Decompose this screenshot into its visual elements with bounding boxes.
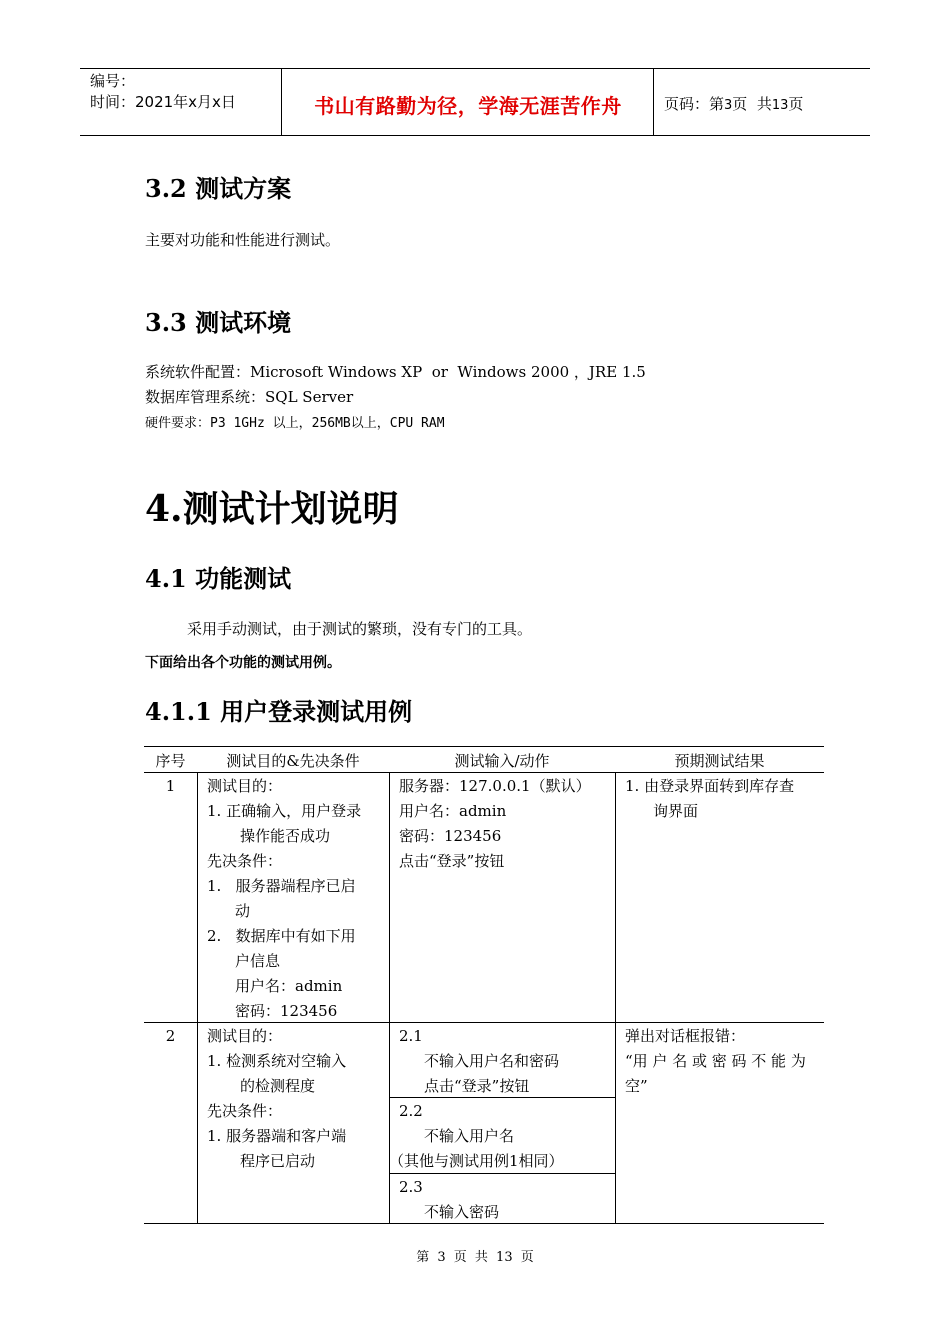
row2-purpose-line: 测试目的： [207,1027,283,1045]
row1-result-line: 询界面 [653,802,699,820]
row2-purpose-line: 1. 检测系统对空输入 [207,1052,347,1070]
row1-purpose-line: 操作能否成功 [240,827,331,845]
row2-no: 2 [165,1027,176,1045]
row1-input [399,774,611,874]
sub-case-line: 不输入密码 [424,1203,500,1221]
row2-result-line: 弹出对话框报错： [625,1027,746,1045]
page-mid: 页 共 [732,95,772,113]
row1-result-line: 1. 由登录界面转到库存查 [625,777,795,795]
time-label: 时间：2021年x月x日 [90,93,236,111]
row2-result-line: “用 户 名 或 密 码 不 能 为 [625,1052,806,1070]
col-header-purpose: 测试目的&先决条件 [226,752,360,770]
heading-4-1-1: 4.1.1 用户登录测试用例 [145,697,413,726]
header-page-number [664,93,803,114]
header-left-block [90,71,236,113]
header-bottom-rule [80,135,870,136]
row2-input-2-2 [389,1099,613,1174]
row1-result [625,774,821,824]
col-header-result: 预期测试结果 [674,752,765,770]
row1-purpose-line: 动 [235,902,251,920]
row1-purpose-line: 1. 正确输入，用户登录 [207,802,362,820]
table-rule-top [144,746,824,747]
page-prefix: 页码：第 [664,95,725,113]
sub-case-number: 2.3 [399,1178,423,1196]
sub-case-line: 不输入用户名和密码 [424,1052,560,1070]
row2-result [625,1024,821,1099]
row1-input-line: 点击“登录”按钮 [399,852,505,870]
header-top-rule [80,68,870,69]
row2-input-2-1 [399,1024,613,1099]
row1-input-line: 密码：123456 [399,827,502,845]
page-total: 13 [771,98,789,113]
serial-label: 编号： [90,72,136,90]
sub-case-number: 2.2 [399,1102,423,1120]
table-col-rule-1 [197,772,198,1223]
heading-4: 4.测试计划说明 [145,488,399,530]
row2-input-2-3 [399,1175,613,1225]
row1-purpose-line: 2. 数据库中有如下用 [207,927,356,945]
row1-purpose [207,774,385,1024]
header-divider-1 [281,69,282,136]
row1-no: 1 [165,777,176,795]
heading-3-2: 3.2 测试方案 [145,174,292,203]
sub-case-line: （其他与测试用例1相同） [389,1152,564,1170]
paragraph-4-1-bold: 下面给出各个功能的测试用例。 [145,655,341,671]
page-suffix: 页 [788,95,804,113]
row2-result-line: 空” [625,1077,648,1095]
heading-4-1: 4.1 功能测试 [145,564,292,593]
sub-case-line: 点击“登录”按钮 [424,1077,530,1095]
row2-purpose-line: 程序已启动 [240,1152,316,1170]
row2-purpose [207,1024,385,1174]
col-header-no: 序号 [155,752,186,770]
row1-purpose-line: 先决条件： [207,852,283,870]
paragraph-3-2: 主要对功能和性能进行测试。 [145,231,341,249]
sub-case-line: 不输入用户名 [424,1127,515,1145]
page-footer: 第 3 页 共 13 页 [416,1250,534,1265]
env-database-line: 数据库管理系统：SQL Server [145,388,354,406]
row1-purpose-line: 测试目的： [207,777,283,795]
paragraph-4-1: 采用手动测试，由于测试的繁琐，没有专门的工具。 [187,620,533,638]
row1-purpose-line: 户信息 [235,952,281,970]
page-current: 3 [724,98,733,113]
row1-purpose-line: 1. 服务器端程序已启 [207,877,356,895]
row1-input-line: 用户名：admin [399,802,507,820]
env-hardware-line: 硬件要求：P3 1GHz 以上，256MB以上，CPU RAM [145,416,445,431]
row2-purpose-line: 先决条件： [207,1102,283,1120]
env-software-line: 系统软件配置：Microsoft Windows XP or Windows 2000 ，JRE 1.5 [145,363,646,381]
header-motto: 书山有路勤为径，学海无涯苦作舟 [314,94,622,118]
col-header-input: 测试输入/动作 [454,752,550,770]
table-col-rule-3 [615,772,616,1223]
table-rule-header [144,772,824,773]
row1-purpose-line: 用户名：admin [235,977,343,995]
row2-purpose-line: 的检测程度 [240,1077,316,1095]
sub-case-number: 2.1 [399,1027,423,1045]
heading-3-3: 3.3 测试环境 [145,308,292,337]
header-divider-2 [653,69,654,136]
row1-input-line: 服务器：127.0.0.1（默认） [399,777,591,795]
row2-purpose-line: 1. 服务器端和客户端 [207,1127,347,1145]
row1-purpose-line: 密码：123456 [235,1002,338,1020]
